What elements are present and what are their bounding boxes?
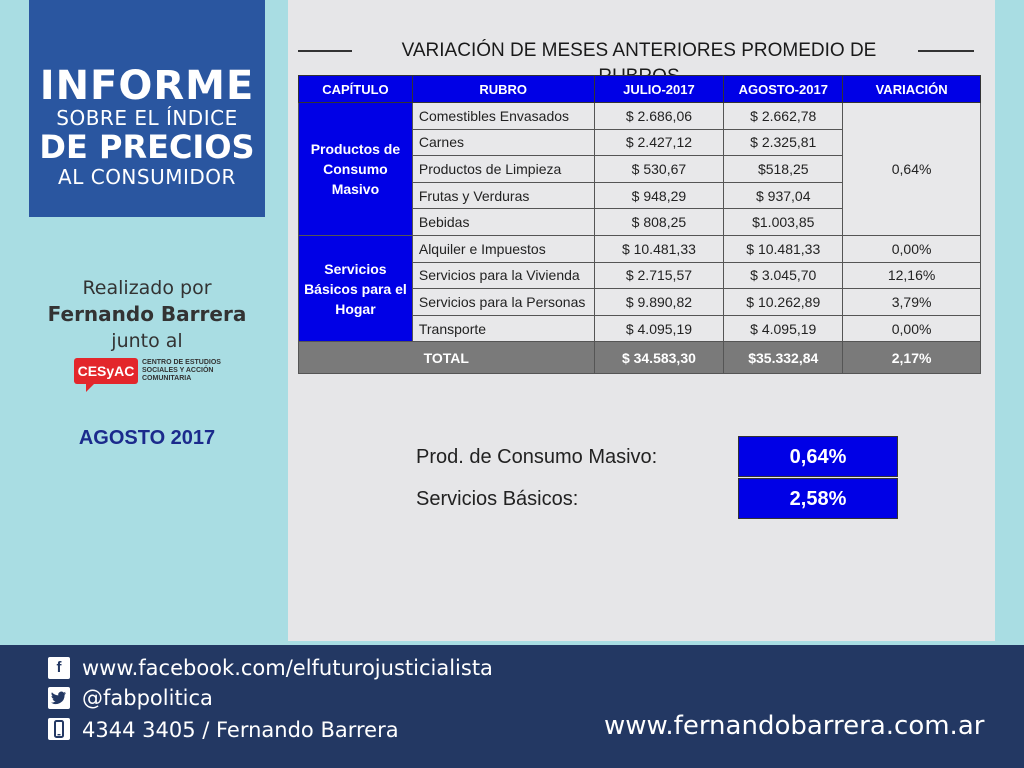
cesyac-logo bbox=[74, 358, 234, 394]
credits bbox=[29, 276, 265, 354]
title-rule-left bbox=[298, 50, 352, 52]
badge-line-1: INFORME bbox=[39, 63, 255, 109]
julio-cell: $ 2.686,06 bbox=[594, 103, 724, 130]
rubro-cell: Productos de Limpieza bbox=[412, 156, 594, 183]
summary-value-consumo: 0,64% bbox=[738, 436, 898, 477]
header-agosto: AGOSTO-2017 bbox=[724, 76, 843, 103]
footer bbox=[0, 645, 1024, 768]
agosto-cell: $ 10.262,89 bbox=[724, 289, 843, 316]
table-header-row bbox=[299, 76, 981, 103]
facebook-link[interactable]: www.facebook.com/elfuturojusticialista bbox=[82, 656, 493, 680]
total-variacion: 2,17% bbox=[843, 342, 981, 374]
twitter-handle[interactable]: @fabpolitica bbox=[82, 686, 213, 710]
title-rule-right bbox=[918, 50, 974, 52]
agosto-cell: $ 10.481,33 bbox=[724, 235, 843, 262]
summary-label-servicios: Servicios Básicos: bbox=[416, 488, 579, 510]
summary-value-servicios: 2,58% bbox=[738, 478, 898, 519]
agosto-cell: $518,25 bbox=[724, 156, 843, 183]
credits-with: junto al bbox=[111, 330, 183, 352]
julio-cell: $ 10.481,33 bbox=[594, 235, 724, 262]
variation-cell: 12,16% bbox=[843, 262, 981, 289]
table-row bbox=[299, 103, 981, 130]
julio-cell: $ 530,67 bbox=[594, 156, 724, 183]
rubro-cell: Carnes bbox=[412, 129, 594, 156]
total-label: TOTAL bbox=[299, 342, 595, 374]
julio-cell: $ 2.715,57 bbox=[594, 262, 724, 289]
table-row bbox=[299, 235, 981, 262]
agosto-cell: $ 4.095,19 bbox=[724, 315, 843, 342]
summary-label-consumo: Prod. de Consumo Masivo: bbox=[416, 446, 658, 468]
agosto-cell: $ 2.325,81 bbox=[724, 129, 843, 156]
table-title-row bbox=[298, 38, 978, 64]
julio-cell: $ 9.890,82 bbox=[594, 289, 724, 316]
report-title-badge bbox=[29, 0, 265, 217]
variation-cell: 0,00% bbox=[843, 235, 981, 262]
agosto-cell: $ 2.662,78 bbox=[724, 103, 843, 130]
rubro-cell: Bebidas bbox=[412, 209, 594, 236]
twitter-icon bbox=[48, 687, 70, 709]
rubro-cell: Servicios para la Vivienda bbox=[412, 262, 594, 289]
header-capitulo: CAPÍTULO bbox=[299, 76, 413, 103]
chapter-cell: Servicios Básicos para el Hogar bbox=[299, 235, 413, 341]
variation-cell: 3,79% bbox=[843, 289, 981, 316]
rubros-table bbox=[298, 75, 981, 374]
badge-line-4: AL CONSUMIDOR bbox=[58, 165, 236, 189]
agosto-cell: $ 937,04 bbox=[724, 182, 843, 209]
phone-icon bbox=[48, 718, 70, 740]
variation-cell: 0,00% bbox=[843, 315, 981, 342]
total-julio: $ 34.583,30 bbox=[594, 342, 724, 374]
credits-made-by: Realizado por bbox=[82, 277, 212, 299]
facebook-icon: f bbox=[48, 657, 70, 679]
report-date: AGOSTO 2017 bbox=[78, 427, 216, 449]
agosto-cell: $ 3.045,70 bbox=[724, 262, 843, 289]
rubro-cell: Frutas y Verduras bbox=[412, 182, 594, 209]
table-title: VARIACIÓN DE MESES ANTERIORES PROMEDIO DE bbox=[401, 40, 877, 61]
chapter-cell: Productos de Consumo Masivo bbox=[299, 103, 413, 236]
rubro-cell: Comestibles Envasados bbox=[412, 103, 594, 130]
julio-cell: $ 4.095,19 bbox=[594, 315, 724, 342]
cesyac-org-name: CENTRO DE ESTUDIOS SOCIALES Y ACCIÓN COMUNITARIA bbox=[142, 359, 221, 382]
variation-cell: 0,64% bbox=[843, 103, 981, 236]
badge-line-2: SOBRE EL ÍNDICE bbox=[56, 106, 238, 130]
website-link[interactable]: www.fernandobarrera.com.ar bbox=[604, 711, 985, 741]
rubro-cell: Servicios para la Personas bbox=[412, 289, 594, 316]
julio-cell: $ 948,29 bbox=[594, 182, 724, 209]
agosto-cell: $1.003,85 bbox=[724, 209, 843, 236]
cesyac-logo-mark: CESyAC bbox=[74, 358, 138, 384]
credits-author: Fernando Barrera bbox=[47, 302, 247, 326]
cesyac-logo-tail bbox=[86, 384, 94, 392]
rubro-cell: Alquiler e Impuestos bbox=[412, 235, 594, 262]
total-agosto: $35.332,84 bbox=[724, 342, 843, 374]
header-julio: JULIO-2017 bbox=[594, 76, 724, 103]
header-variacion: VARIACIÓN bbox=[843, 76, 981, 103]
julio-cell: $ 2.427,12 bbox=[594, 129, 724, 156]
phone-contact: 4344 3405 / Fernando Barrera bbox=[82, 718, 399, 742]
total-row bbox=[299, 342, 981, 374]
header-rubro: RUBRO bbox=[412, 76, 594, 103]
julio-cell: $ 808,25 bbox=[594, 209, 724, 236]
badge-line-3: DE PRECIOS bbox=[39, 128, 255, 166]
rubro-cell: Transporte bbox=[412, 315, 594, 342]
main-panel bbox=[288, 0, 995, 641]
